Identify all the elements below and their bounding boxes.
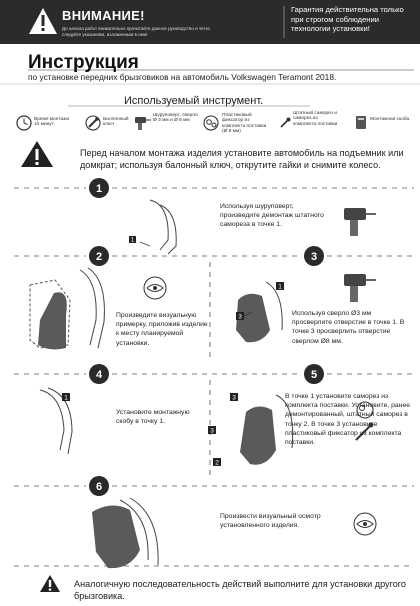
clip-icon — [204, 116, 218, 130]
step-6-text: Произвести визуальный осмотр установленного изделия. — [220, 513, 321, 530]
page-title: Инструкция — [28, 52, 139, 73]
header-title: ВНИМАНИЕ! — [62, 8, 145, 23]
tool-label: Баллонный ключ — [103, 117, 129, 128]
drill-icon — [344, 274, 376, 302]
page-subtitle: по установке передних брызговиков на автомобиль Volkswagen Teramont 2018. — [28, 72, 337, 82]
wrench-icon — [86, 116, 100, 130]
tools-heading: Используемый инструмент. — [124, 95, 264, 107]
step-4-text: Установите монтажную скобу в точку 1. — [116, 409, 190, 426]
callout-label: 1 — [278, 283, 282, 291]
header-warning-icon — [29, 8, 57, 34]
step-number: 1 — [95, 183, 103, 195]
header-subtitle: До начала работ внимательно прочитайте данное руководство и четко следуйте указаниям, изложенным в нем! — [62, 26, 211, 37]
tool-label: Монтажная скоба — [370, 117, 410, 122]
header-guarantee-note: Гарантия действительна только при строгом соблюдении технологии установки! — [291, 5, 404, 33]
section-dividers — [14, 188, 414, 566]
step-3-text: Используя сверло Ø3 мм просверлите отверстие в точке 1. В точке 3 просверлить отверстие сверлом Ø8 мм. — [292, 310, 405, 345]
step-5-text: В точке 1 установите саморез из комплекта поставки. Установите, ранее демонтированный, штатный саморез в точку 2. В точке 3 установите пластиковый фиксатор из комплекта поставки. — [285, 393, 411, 447]
step-number: 6 — [95, 481, 103, 493]
bracket-icon — [356, 116, 366, 129]
drill-icon — [135, 117, 151, 130]
tool-label: Время монтажа 10 минут — [34, 117, 70, 128]
eye-icon — [144, 277, 166, 299]
warning-text: Перед началом монтажа изделия установите автомобиль на подъемник или домкрат; используя балонный ключ, открутите гайки и снимите колесо. — [80, 148, 404, 170]
step1-illustration — [140, 200, 176, 254]
screw-icon — [281, 118, 291, 128]
tool-label: Шуруповерт, сверло Ø 3 мм и Ø 8 мм — [153, 113, 198, 124]
clock-icon — [17, 116, 31, 130]
tool-label: Штатный саморез и саморез из комплекта поставки — [293, 111, 338, 127]
step-1-text: Используя шуруповерт, произведите демонтаж штатного самореза в точке 1. — [220, 203, 324, 229]
step-2-text: Произведите визуальную примерку, приложив изделие к месту планируемой установки. — [116, 312, 208, 347]
callout-label: 1 — [64, 394, 68, 402]
final-warning-icon — [40, 575, 60, 592]
warning-icon — [21, 141, 53, 167]
step-number: 5 — [310, 369, 318, 381]
eye-icon — [354, 513, 376, 535]
drill-icon — [344, 208, 376, 236]
callout-label: 3 — [210, 427, 214, 435]
step2-illustration — [30, 268, 104, 349]
callout-label: 3 — [232, 394, 236, 402]
callout-label: 3 — [238, 313, 242, 321]
step6-illustration — [92, 498, 158, 568]
tool-label: Пластиковый фиксатор из комплекта поставки (Ø 8 мм) — [222, 113, 267, 135]
step-number: 3 — [310, 251, 318, 263]
callout-label: 2 — [215, 459, 219, 467]
final-note: Аналогичную последовательность действий выполните для установки другого брызговика. — [74, 579, 406, 601]
callout-label: 1 — [130, 237, 135, 244]
step-number: 4 — [95, 369, 103, 381]
step-number: 2 — [95, 251, 103, 263]
